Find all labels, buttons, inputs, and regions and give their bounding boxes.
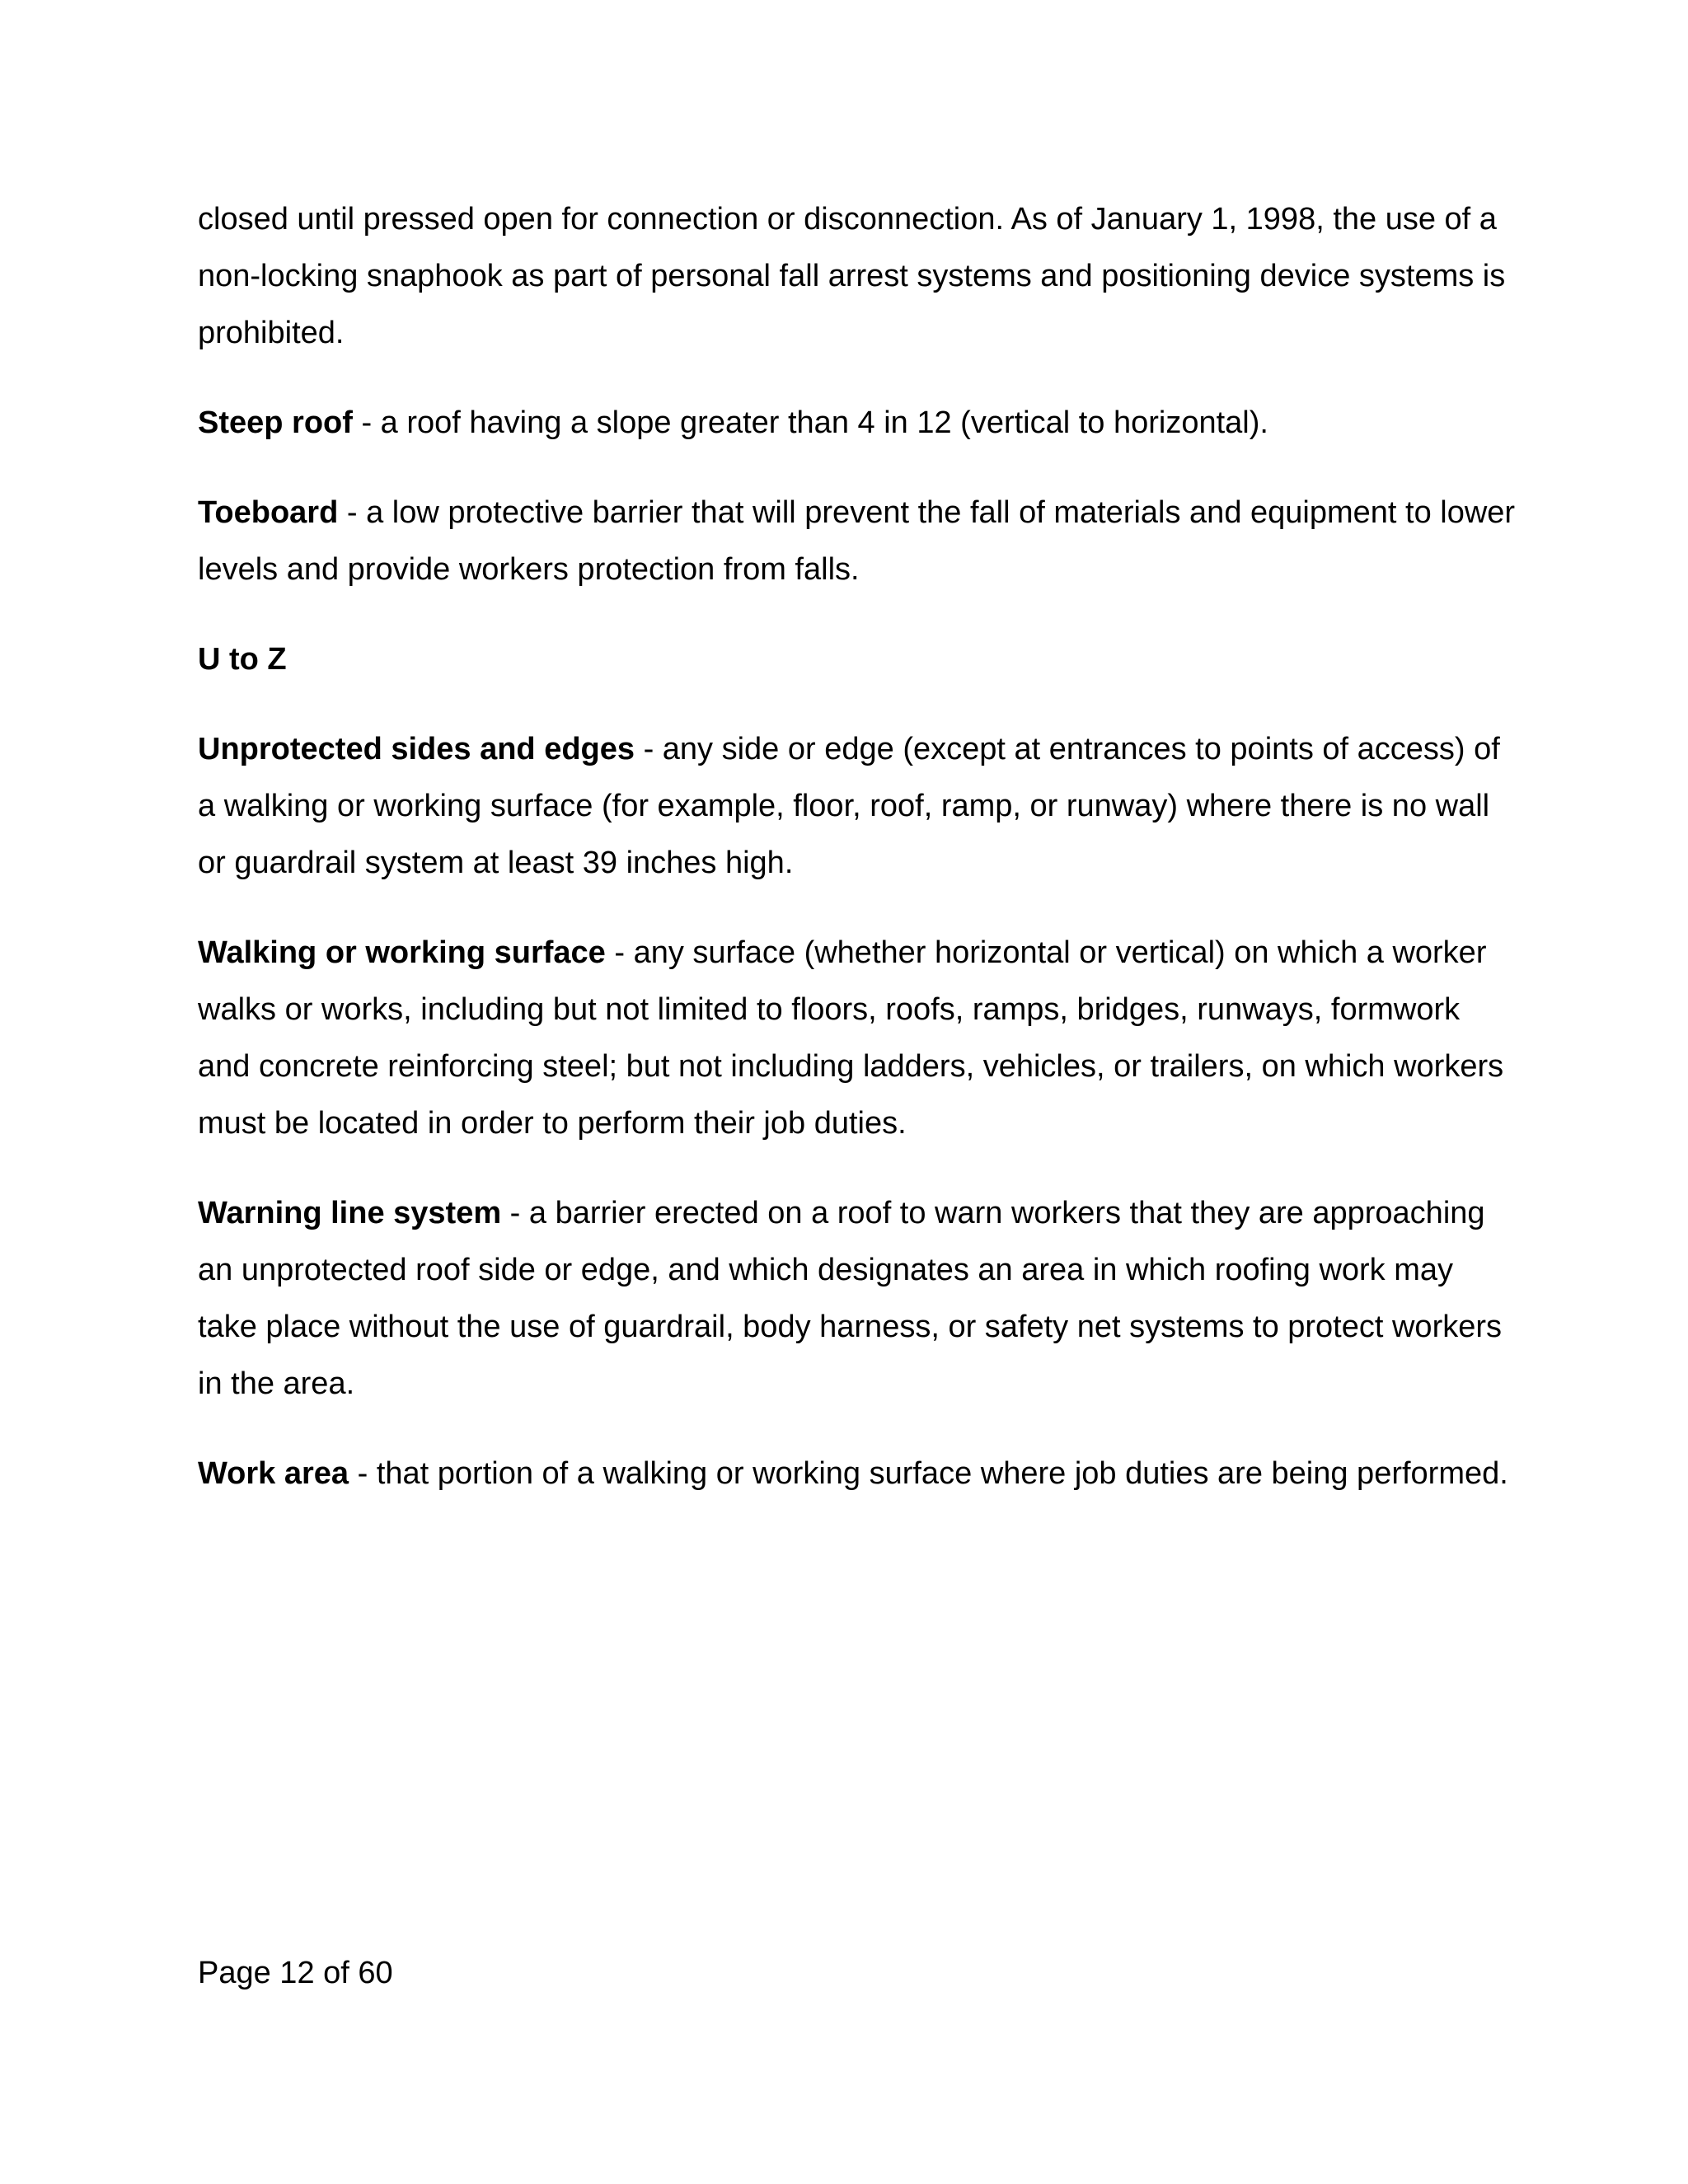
definition-walking-surface (198, 925, 1517, 1152)
definition-term: Walking or working surface (198, 935, 606, 970)
definition-term: Toeboard (198, 495, 339, 530)
definition-steep-roof (198, 395, 1517, 452)
definition-term: Work area (198, 1456, 349, 1491)
definition-unprotected-sides (198, 721, 1517, 892)
definition-term: Warning line system (198, 1196, 502, 1230)
document-body (198, 191, 1517, 1535)
intro-paragraph: closed until pressed open for connection or disconnection. As of January 1, 1998, the use of a non-locking snaphook as part of personal fall arrest systems and positioning device systems is prohibited. (198, 202, 1506, 350)
definition-text: - a roof having a slope greater than 4 in 12 (vertical to horizontal). (352, 405, 1268, 440)
definition-text: - that portion of a walking or working surface where job duties are being performed. (349, 1456, 1508, 1491)
section-heading: U to Z (198, 642, 287, 677)
definition-warning-line (198, 1185, 1517, 1413)
definition-term: Steep roof (198, 405, 353, 440)
definition-text: - a barrier erected on a roof to warn workers that they are approaching an unprotected roof side or edge, and which designates an area in which roofing work may take place without the use of guardrail, body harness, or safety net systems to protect workers in the area. (198, 1196, 1503, 1401)
definition-text: - any side or edge (except at entrances to points of access) of a walking or working surface (for example, floor, roof, ramp, or runway) where there is no wall or guardrail system at least 39 inches high. (198, 732, 1500, 880)
page-number: Page 12 of 60 (198, 1956, 393, 1990)
definition-text: - any surface (whether horizontal or vertical) on which a worker walks or works, including but not limited to floors, roofs, ramps, bridges, runways, formwork and concrete reinforcing steel; but not including ladders, vehicles, or trailers, on which workers must be located in order to perform their job duties. (198, 935, 1504, 1141)
definition-term: Unprotected sides and edges (198, 732, 635, 766)
definition-toeboard (198, 485, 1517, 598)
definition-work-area (198, 1446, 1517, 1502)
definition-text: - a low protective barrier that will prevent the fall of materials and equipment to lower levels and provide workers protection from falls. (198, 495, 1516, 587)
